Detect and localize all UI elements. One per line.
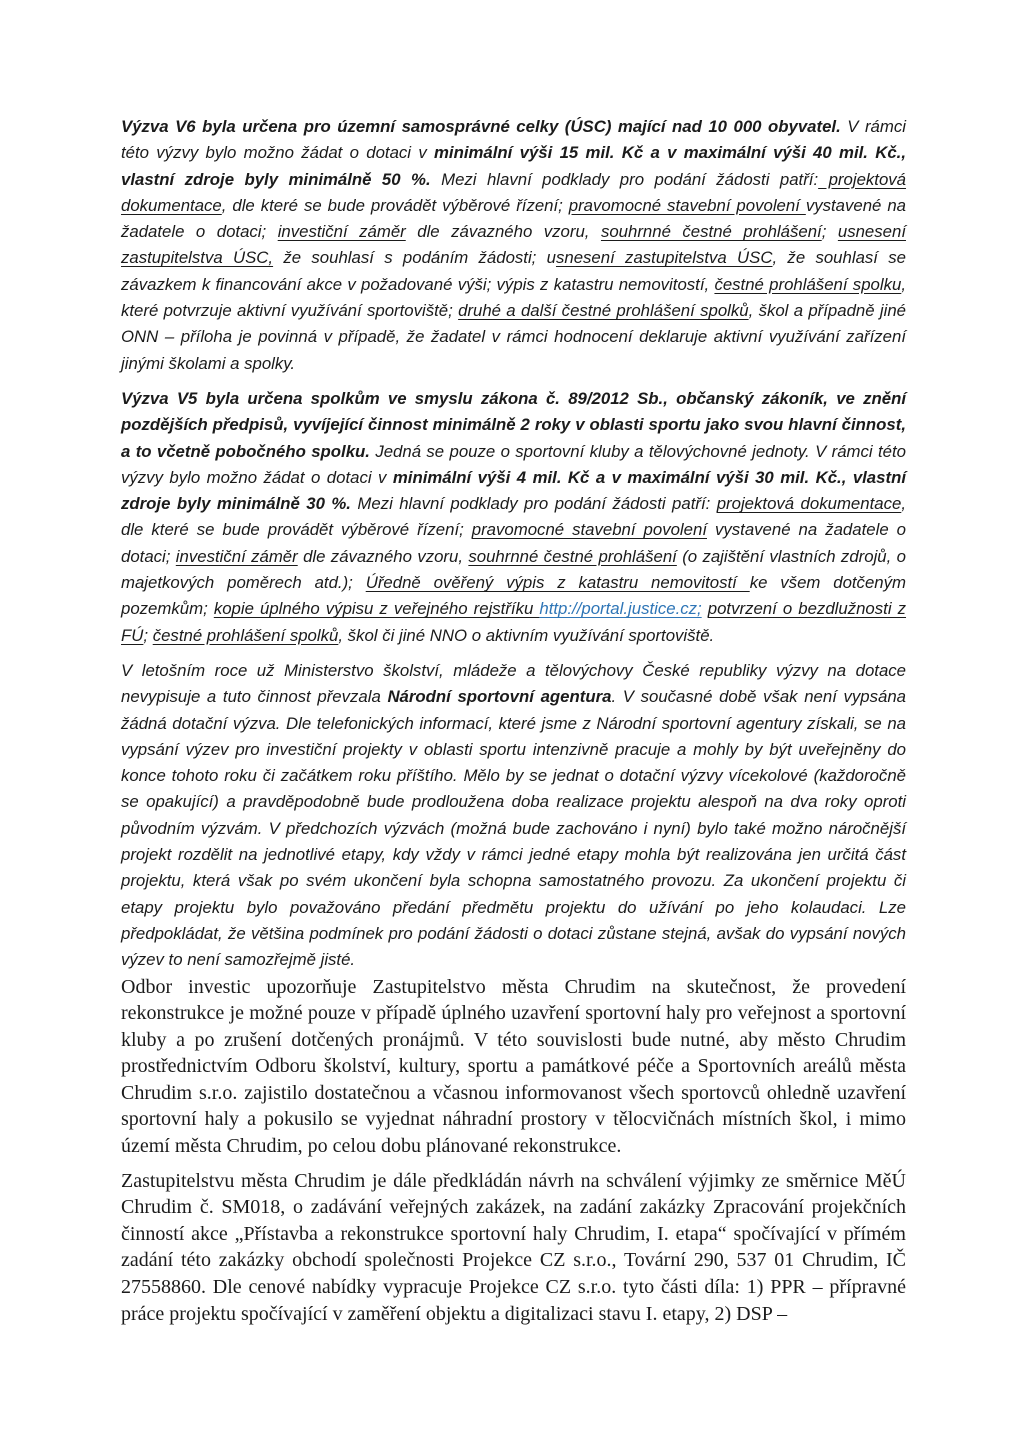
- underlined-text-run: kopie úplného výpisu z veřejného rejstříku: [213, 599, 540, 619]
- underlined-text-run: investiční záměr: [175, 546, 298, 566]
- underlined-text-run: investiční záměr: [277, 222, 406, 242]
- underlined-text-run: projektová dokumentace: [121, 169, 907, 215]
- text-run: Mezi hlavní podklady pro podání žádosti patří:: [430, 169, 819, 189]
- bold-text-run: Výzva V5 byla určena spolkům ve smyslu zákona č. 89/2012 Sb., občanský zákoník, ve znění pozdějších předpisů, vyvíjející činnost minimálně 2 roky v oblasti sportu jako svou hlavní činnost, a to včetně pobočného spolku.: [121, 388, 906, 461]
- document-body: [121, 114, 906, 1335]
- text-run: , dle které se bude provádět výběrové řízení;: [121, 494, 906, 540]
- bold-text-run: minimální výši 4 mil. Kč a v maximální výši 30 mil. Kč., vlastní zdroje byly minimálně 30 %.: [121, 467, 906, 514]
- underlined-text-run: čestné prohlášení spolků: [152, 625, 339, 645]
- text-run: V rámci této výzvy bylo možno žádat o dotaci v: [121, 117, 906, 163]
- underlined-text-run: čestné prohlášení spolku: [714, 274, 902, 294]
- bold-text-run: minimální výši 15 mil. Kč a v maximální výši 40 mil. Kč., vlastní zdroje byly minimálně 50 %.: [121, 143, 906, 189]
- underlined-text-run: usnesení zastupitelstva ÚSC,: [121, 222, 906, 268]
- underlined-text-run: pravomocné stavební povolení: [568, 195, 806, 215]
- underlined-text-run: potvrzení o bezdlužnosti z FÚ: [121, 599, 907, 645]
- text-run: V letošním roce už Ministerstvo školství, mládeže a tělovýchovy České republiky výzvy na dotace nevypisuje a tuto činnost převzala: [121, 660, 906, 707]
- hyperlink-portal-justice[interactable]: http://portal.justice.cz;: [539, 599, 702, 619]
- text-run: , které potvrzuje aktivní využívání sportoviště;: [121, 274, 906, 321]
- paragraph-vyjimka-smernice: [121, 1168, 906, 1328]
- paragraph-odbor-investic: [121, 974, 906, 1160]
- bold-text-run: Národní sportovní agentura: [387, 687, 612, 707]
- text-run: , dle které se bude provádět výběrové řízení;: [221, 195, 569, 215]
- text-run: , škol či jiné NNO o aktivním využívání sportoviště.: [338, 625, 715, 645]
- text-run: vystavené na žadatele o dotaci;: [121, 520, 906, 566]
- underlined-text-run: projektová dokumentace: [716, 494, 902, 514]
- underlined-text-run: snesení zastupitelstva ÚSC: [555, 248, 773, 268]
- text-run: dle závazného vzoru,: [297, 546, 469, 566]
- text-run: dle závazného vzoru,: [405, 222, 601, 242]
- text-run: , škol a případně jiné ONN – příloha je povinná v případě, že žadatel v rámci hodnocení deklaruje aktivní využívání zařízení jinými školami a spolky.: [121, 301, 907, 373]
- text-run: že souhlasí s podáním žádosti; u: [273, 248, 556, 268]
- underlined-text-run: pravomocné stavební povolení: [471, 520, 707, 540]
- text-run: (o zajištění vlastních zdrojů, o majetkových poměrech atd.);: [121, 546, 906, 593]
- text-run: Zastupitelstvu města Chrudim je dále předkládán návrh na schválení výjimky ze směrnice MěÚ Chrudim č. SM018, o zadávání veřejných zakázek, na zadání zakázky Zpracování projekčních činností akce „Přístavba a rekonstrukce sportovní haly Chrudim, I. etapa“ spočívající v přímém zadání této zakázky obchodí společnosti Projekce CZ s.r.o., Tovární 290, 537 01 Chrudim, IČ 27558860. Dle cenové nabídky vypracuje Projekce CZ s.r.o. tyto části díla: 1) PPR – přípravné práce projektu spočívající v zaměření objektu a digitalizaci stavu I. etapy, 2) DSP –: [121, 1169, 906, 1325]
- text-run: Odbor investic upozorňuje Zastupitelstvo města Chrudim na skutečnost, že provedení rekonstrukce je možné pouze v případě úplného uzavření sportovní haly pro veřejnost a sportovní kluby a po zrušení dotčených pronájmů. V této souvislosti bude nutné, aby město Chrudim prostřednictvím Odboru školství, kultury, sportu a památkové péče a Sportovních areálů města Chrudim s.r.o. zajistilo dostatečnou a včasnou informovanost všech sportovců ohledně uzavření sportovní haly a pokusilo se vyjednat náhradní prostory v tělocvičnách místních škol, i mimo území města Chrudim, po celou dobu plánované rekonstrukce.: [121, 975, 906, 1158]
- text-run: ;: [821, 222, 838, 242]
- text-run: , že souhlasí se závazkem k financování akce v požadované výši; výpis z katastru nemovitostí,: [121, 248, 906, 294]
- underlined-text-run: souhrnné čestné prohlášení: [600, 222, 822, 242]
- underlined-text-run: souhrnné čestné prohlášení: [468, 546, 677, 566]
- text-run: ;: [143, 625, 153, 645]
- bold-text-run: Výzva V6 byla určena pro územní samosprávné celky (ÚSC) mající nad 10 000 obyvatel.: [121, 117, 841, 136]
- text-run: Mezi hlavní podklady pro podání žádosti patří:: [350, 494, 717, 514]
- paragraph-vyzva-v5: [121, 386, 906, 649]
- text-run: vystavené na žadatele o dotaci;: [121, 195, 906, 242]
- text-run: . V současné době však není vypsána žádná dotační výzva. Dle telefonických informací, které jsme z Národní sportovní agentury získali, se na vypsání výzev pro investiční projekty v oblasti sportu intenzivně pracuje a mohly by být uveřejněny do konce tohoto roku či začátkem roku příštího. Mělo by se jednat o dotační výzvy vícekolové (každoročně se opakující) a pravděpodobně bude prodloužena doba realizace projektu alespoň na dva roky oproti původním výzvám. V předchozích výzvách (možná bude zachováno i nyní) bylo také možno náročnější projekt rozdělit na jednotlivé etapy, kdy vždy v rámci jedné etapy mohla být realizována jen určitá část projektu, která však po svém ukončení byla schopna samostatného provozu. Za ukončení projektu či etapy projektu bylo považováno předání předmětu projektu do užívání po jeho kolaudaci. Lze předpokládat, že většina podmínek pro podání žádosti o dotaci zůstane stejná, avšak do vypsání nových výzev to není samozřejmě jisté.: [121, 687, 907, 970]
- underlined-text-run: Úředně ověřený výpis z katastru nemovitostí: [365, 573, 750, 593]
- paragraph-narodni-sportovni-agentura: [121, 658, 906, 974]
- text-run: Jedná se pouze o sportovní kluby a tělovýchovné jednoty. V rámci této výzvy bylo možno žádat o dotaci v: [121, 441, 906, 487]
- underlined-text-run: druhé a další čestné prohlášení spolků: [458, 301, 749, 321]
- paragraph-vyzva-v6: [121, 114, 906, 377]
- text-run: ke všem dotčeným pozemkům;: [121, 573, 906, 619]
